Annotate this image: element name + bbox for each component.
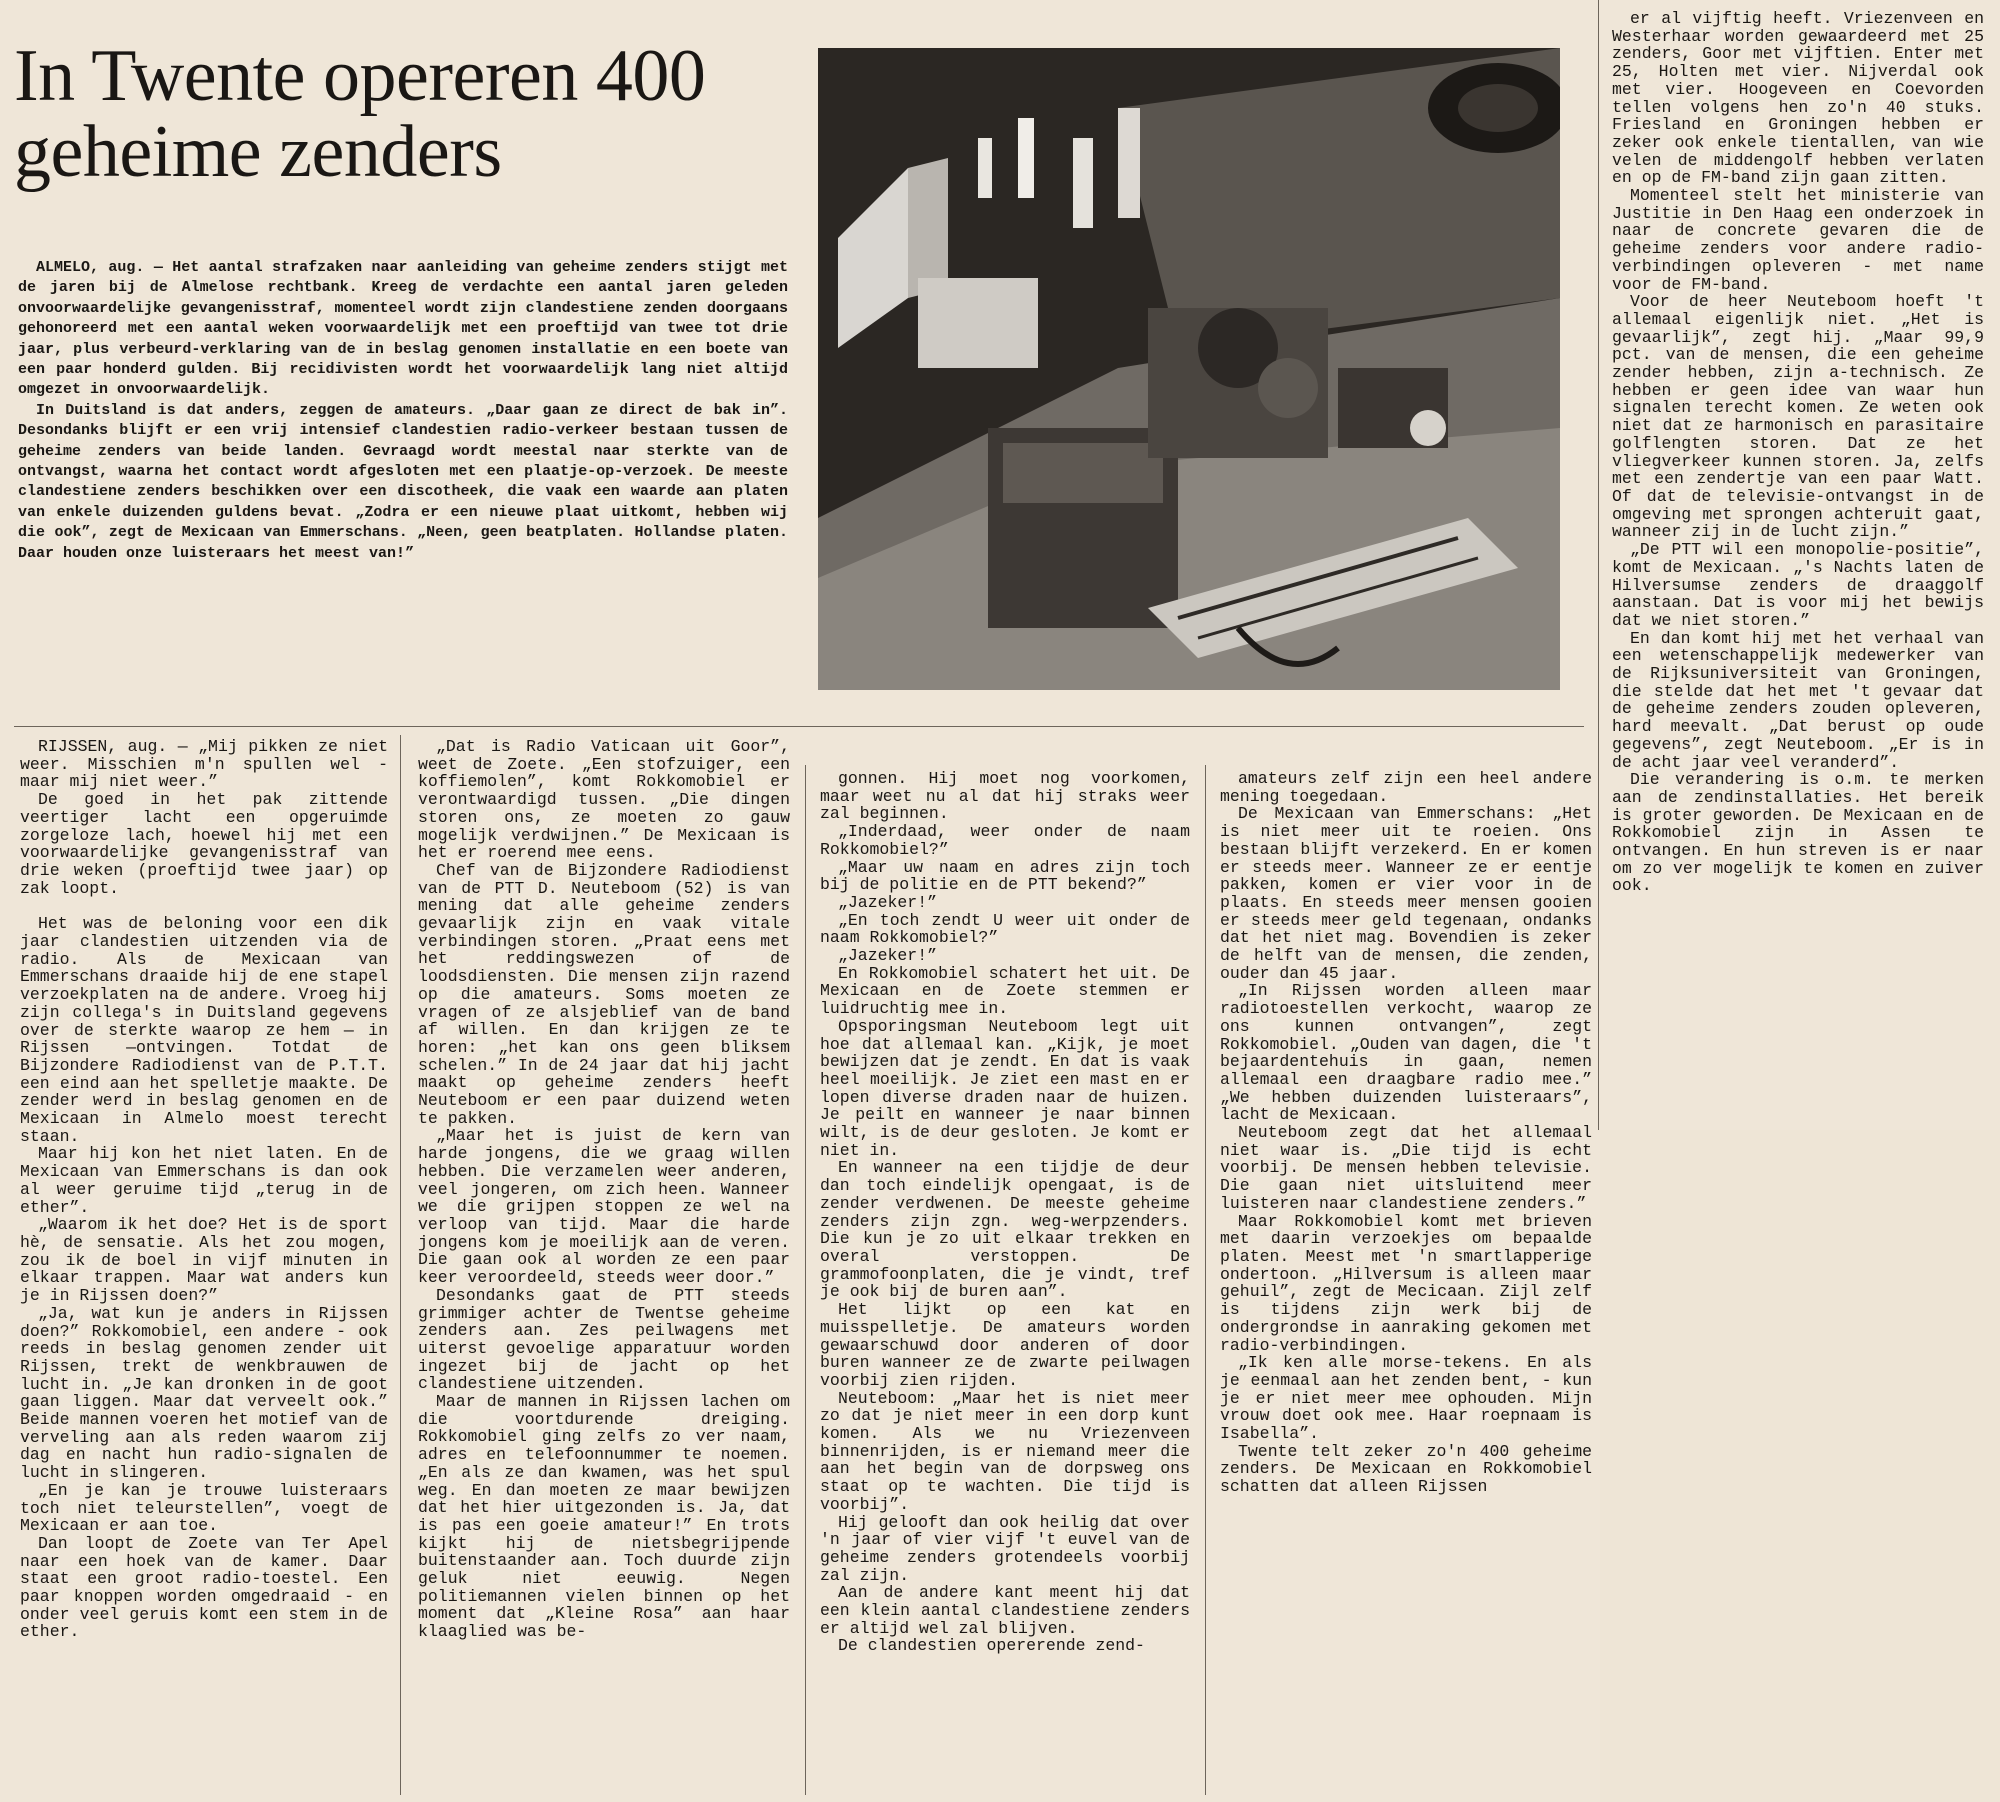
paragraph: En Rokkomobiel schatert het uit. De Mexicaan en de Zoete stemmen er luidruchtig mee in. (820, 963, 1190, 1019)
article-column-5 (1612, 10, 1984, 895)
paragraph: „Dat is Radio Vaticaan uit Goor”, weet de Zoete. „Een stofzuiger, een koffiemolen”, komt Rokkomobiel er verontwaardigd tussen. „Die dingen storen ons, ze moeten zo gauw mogelijk verdwijnen.” De Mexicaan is het er roerend mee eens. (418, 737, 790, 863)
column-rule (1205, 765, 1206, 1795)
paragraph: „En je kan je trouwe luisteraars toch niet teleurstellen”, voegt de Mexicaan er aan toe. (20, 1480, 388, 1536)
paragraph: gonnen. Hij moet nog voorkomen, maar weet nu al dat hij straks weer zal beginnen. (820, 769, 1190, 824)
lead-text: ALMELO, aug. — Het aantal strafzaken naar aanleiding van geheime zenders stijgt met de jaren bij de Almelose rechtbank. Kreeg de verdachte een aantal jaren geleden onvoorwaardelijke gevangenisstraf, momenteel wordt zijn clandestiene zenden doorgaans gehonoreerd met een aantal weken voorwaardelijk met een proeftijd van twee tot drie jaar, plus verbeurd-verklaring van de in beslag genomen installatie en een boete van een paar honderd gulden. Bij recidivisten wordt het voorwaardelijk lang niet altijd omgezet in onvoorwaardelijk. (18, 259, 788, 399)
paragraph: Hij gelooft dan ook heilig dat over 'n jaar of vier vijf 't euvel van de geheime zenders grotendeels voorbij zal zijn. (820, 1512, 1190, 1585)
paragraph: „Jazeker!” (838, 892, 938, 912)
paragraph: De goed in het pak zittende veertiger lacht een opgeruimde zorgeloze lach, hoewel hij met een voorwaardelijke gevangenisstraf van drie weken (proeftijd twee jaar) op zak loopt. (20, 790, 388, 898)
paragraph: En wanneer na een tijdje de deur dan toch eindelijk opengaat, is de zender verdwenen. De meeste geheime zenders zijn zgn. weg-werpzenders. Die kun je zo uit elkaar trekken en overal verstoppen. De grammofoonplaten, die je vindt, tref je ook bij de buren aan”. (820, 1158, 1190, 1302)
paragraph: Het was de beloning voor een dik jaar clandestien uitzenden via de radio. Als de Mexicaan van Emmerschans draaide hij de ene stapel verzoekplaten na de andere. Vroeg hij zijn collega's in Duitsland gegevens over de sterkte waarop ze hem — in Rijssen —ontvingen. Totdat de Bijzondere Radiodienst van de P.T.T. een eind aan het spelletje maakte. De zender werd in beslag genomen en de Mexicaan in Almelo moest terecht staan. (20, 914, 388, 1146)
paragraph: „Maar het is juist de kern van harde jongens, die we graag willen hebben. Die verzamelen weer anderen, veel jongeren, om zich heen. Wanneer we die grijpen stoppen ze wel na verloop van tijd. Maar die harde jongens kom je moeilijk aan de veren. Die gaan ook al worden ze een paar keer veroordeeld, steeds weer door.” (418, 1126, 790, 1288)
column-rule (400, 735, 401, 1795)
column-rule (1598, 0, 1599, 1130)
article-column-3 (820, 770, 1190, 1655)
paragraph: „Ja, wat kun je anders in Rijssen doen?” Rokkomobiel, een andere - ook reeds in beslag genomen zender uit Rijssen, trekt de wenkbrauwen de lucht in. „Je kan dronken in de goot gaan liggen. Maar dat verveelt ook.” Beide mannen voeren het motief van de verveling aan als reden waarom zij dag en nacht hun radio-signalen de lucht in slingeren. (20, 1303, 388, 1483)
paragraph: Aan de andere kant meent hij dat een klein aantal clandestiene zenders er altijd wel zal blijven. (820, 1583, 1190, 1638)
paragraph: Het lijkt op een kat en muisspelletje. De amateurs worden gewaarschuwd door anderen of door buren wanneer ze de zwarte peilwagen voorbij zien rijden. (820, 1300, 1190, 1390)
lead-paragraph (18, 258, 788, 564)
column-rule (805, 765, 806, 1795)
article-column-4 (1220, 770, 1592, 1496)
paragraph: „Waarom ik het doe? Het is de sport hè, de sensatie. Als het zou mogen, zou ik de boel in vijf minuten in elkaar trappen. Maar wat anders kun je in Rijssen doen?” (20, 1215, 388, 1306)
paragraph: Maar Rokkomobiel komt met brieven met daarin verzoekjes om bepaalde platen. Meest met 'n smartlapperige ondertoon. „Hilversum is alleen maar gehuil”, zegt de Mecicaan. Zijl zelf is tijdens zijn werk bij de ondergrondse in aanraking gekomen met radio-verbindingen. (1220, 1211, 1592, 1355)
transmitter-photo (818, 48, 1560, 690)
paragraph: En dan komt hij met het verhaal van een wetenschappelijk medewerker van de Rijksuniversiteit van Groningen, die stelde dat het met 't gevaar dat de geheime zenders zouden opleveren, hard meevalt. „Dat berust op oude gegevens”, zegt Neuteboom. „Er is in de acht jaar veel veranderd”. (1612, 628, 1984, 772)
paragraph: „Ik ken alle morse-tekens. En als je eenmaal aan het zenden bent, - kun je er niet meer mee ophouden. Mijn vrouw doet ook mee. Haar roepnaam is Isabella”. (1220, 1353, 1592, 1444)
paragraph: „Inderdaad, weer onder de naam Rokkomobiel?” (820, 822, 1190, 859)
paragraph: De clandestien opererende zend- (838, 1636, 1145, 1656)
paragraph: er al vijftig heeft. Vriezenveen en Westerhaar worden gewaardeerd met 25 zenders, Goor met vijftien. Enter met 25, Holten met vier. Nijverdal ook met vier. Hoogeveen en Coevorden tellen volgens hen zo'n 40 stuks. Friesland en Groningen hebben er zeker ook enkele tientallen, van wie velen de middengolf hebben verlaten en op de FM-band zijn gaan zitten. (1612, 9, 1984, 188)
paragraph: „Maar uw naam en adres zijn toch bij de politie en de PTT bekend?” (820, 857, 1190, 895)
headline: In Twente opereren 400 geheime zenders (14, 35, 706, 194)
paragraph: Neuteboom zegt dat het allemaal niet waar is. „Die tijd is echt voorbij. De mensen hebben televisie. Die gaan niet uitsluitend meer luisteren naar clandestiene zenders.” (1220, 1123, 1592, 1213)
rule (14, 726, 1584, 727)
paragraph: amateurs zelf zijn een heel andere mening toegedaan. (1220, 769, 1592, 806)
paragraph: Chef van de Bijzondere Radiodienst van de PTT D. Neuteboom (52) is van mening dat alle geheime zenders gevaarlijk zijn en vaak vitale verbindingen storen. „Praat eens met het reddingswezen of de loodsdiensten. Die mensen zijn razend op die amateurs. Soms moeten ze vragen of ze alsjeblief van de band af willen. En dan krijgen ze te horen: „het kan ons geen bliksem schelen.” In de 24 jaar dat hij jacht maakt op geheime zenders heeft Neuteboom er een paar duizend weten te pakken. (418, 860, 790, 1128)
lead-text: In Duitsland is dat anders, zeggen de amateurs. „Daar gaan ze direct de bak in”. Desondanks blijft er een vrij intensief clandestien radio-verkeer bestaan tussen de geheime zenders van beide landen. Gevraagd wordt meestal naar sterkte van de ontvangst, waarna het contact wordt afgesloten met een plaatje-op-verzoek. De meeste clandestiene zenders beschikken over een discotheek, die vaak een waarde aan platen van enkele duizenden guldens bevat. „Zodra er een nieuwe plaat uitkomt, hebben wij die ook”, zegt de Mexicaan van Emmerschans. „Neen, geen beatplaten. Hollandse platen. Daar houden onze luisteraars het meest van!” (18, 401, 788, 562)
paragraph: De Mexicaan van Emmerschans: „Het is niet meer uit te roeien. Ons bestaan blijft verzekerd. En er komen er steeds meer. Wanneer ze er eentje pakken, komen er vier voor in de plaats. En steeds meer mensen gooien er steeds meer geld tegenaan, ondanks dat het niet mag. Bovendien is zeker de helft van de mensen, die zenden, ouder dan 45 jaar. (1220, 804, 1592, 983)
paragraph: Desondanks gaat de PTT steeds grimmiger achter de Twentse geheime zenders aan. Zes peilwagens met uiterst gevoelige apparatuur worden ingezet bij de jacht op het clandestiene uitzenden. (418, 1285, 790, 1394)
paragraph: Voor de heer Neuteboom hoeft 't allemaal eigenlijk niet. „Het is gevaarlijk”, zegt hij. „Maar 99,9 pct. van de mensen, die een geheime zender hebben, zijn a-technisch. Ze hebben er geen idee van waar hun signalen terecht komen. Ze weten ook niet dat ze harmonisch en parasitaire golflengten storen. Dat ze het vliegverkeer kunnen storen. Ja, zelfs met een zendertje van een paar Watt. Of dat de televisie-ontvangst in de omgeving met sprongen achteruit gaat, wanneer zij in de lucht zijn.” (1612, 292, 1984, 542)
article-column-1 (20, 738, 388, 1641)
paragraph: „Jazeker!” (838, 946, 938, 966)
paragraph: Maar de mannen in Rijssen lachen om die voortdurende dreiging. Rokkomobiel ging zelfs zo ver naam, adres en telefoonnummer te noemen. „En als ze dan kwamen, was het spul weg. En dan moeten ze maar bewijzen dat het hier uitgezonden is. Ja, dat is pas een goeie amateur!” En trots kijkt hij de nietsbegrijpende buitenstaander aan. Toch duurde zijn geluk niet eeuwig. Negen politiemannen vielen binnen op het moment dat „Kleine Rosa” aan haar klaaglied was be- (418, 1392, 790, 1642)
paragraph: Neuteboom: „Maar het is niet meer zo dat je niet meer in een dorp kunt komen. Als we nu Vriezenveen binnenrijden, is er niemand meer die aan het begin van de dorpsweg ons staat op te wachten. Die tijd is voorbij”. (820, 1388, 1190, 1514)
paragraph: Dan loopt de Zoete van Ter Apel naar een hoek van de kamer. Daar staat een groot radio-toestel. Een paar knoppen worden omgedraaid - en onder veel geruis komt een stem in de ether. (20, 1533, 388, 1642)
paragraph: Maar hij kon het niet laten. En de Mexicaan van Emmerschans is dan ook al weer geruime tijd „terug in de ether”. (20, 1144, 388, 1217)
paragraph: Opsporingsman Neuteboom legt uit hoe dat allemaal kan. „Kijk, je moet bewijzen dat je zendt. En dat is vaak heel moeilijk. Je ziet een mast en er lopen diverse draden naar de huizen. Je peilt en wanneer je naar binnen wilt, is de deur gesloten. Je komt er niet in. (820, 1016, 1190, 1160)
paragraph: „In Rijssen worden alleen maar radiotoestellen verkocht, waarop ze ons kunnen ontvangen”, zegt Rokkomobiel. „Ouden van dagen, die 't bejaardentehuis in gaan, nemen allemaal een draagbare radio mee.” „We hebben duizenden luisteraars”, lacht de Mexicaan. (1220, 981, 1592, 1125)
paragraph: „De PTT wil een monopolie-positie”, komt de Mexicaan. „'s Nachts laten de Hilversumse zenders de draaggolf aanstaan. Dat is voor mij het bewijs dat we niet storen.” (1612, 540, 1984, 630)
paragraph: RIJSSEN, aug. — „Mij pikken ze niet weer. Misschien m'n spullen wel - maar mij niet weer.” (20, 737, 388, 792)
paragraph: Die verandering is o.m. te merken aan de zendinstallaties. Het bereik is groter geworden. De Mexicaan en de Rokkomobiel zijn in Assen te ontvangen. En hun streven is er naar om zo ver mogelijk te komen en zuiver ook. (1612, 770, 1984, 896)
blank-paper-area (1600, 1130, 2000, 1802)
article-column-2 (418, 738, 790, 1641)
paragraph: Twente telt zeker zo'n 400 geheime zenders. De Mexicaan en Rokkomobiel schatten dat alleen Rijssen (1220, 1441, 1592, 1497)
transmitter-photo-graphic (818, 48, 1560, 690)
paragraph: Momenteel stelt het ministerie van Justitie in Den Haag een onderzoek in naar de concrete gevaren die de geheime zenders voor andere radio-verbindingen opleveren - met name voor de FM-band. (1612, 186, 1984, 294)
paragraph: „En toch zendt U weer uit onder de naam Rokkomobiel?” (820, 910, 1190, 948)
